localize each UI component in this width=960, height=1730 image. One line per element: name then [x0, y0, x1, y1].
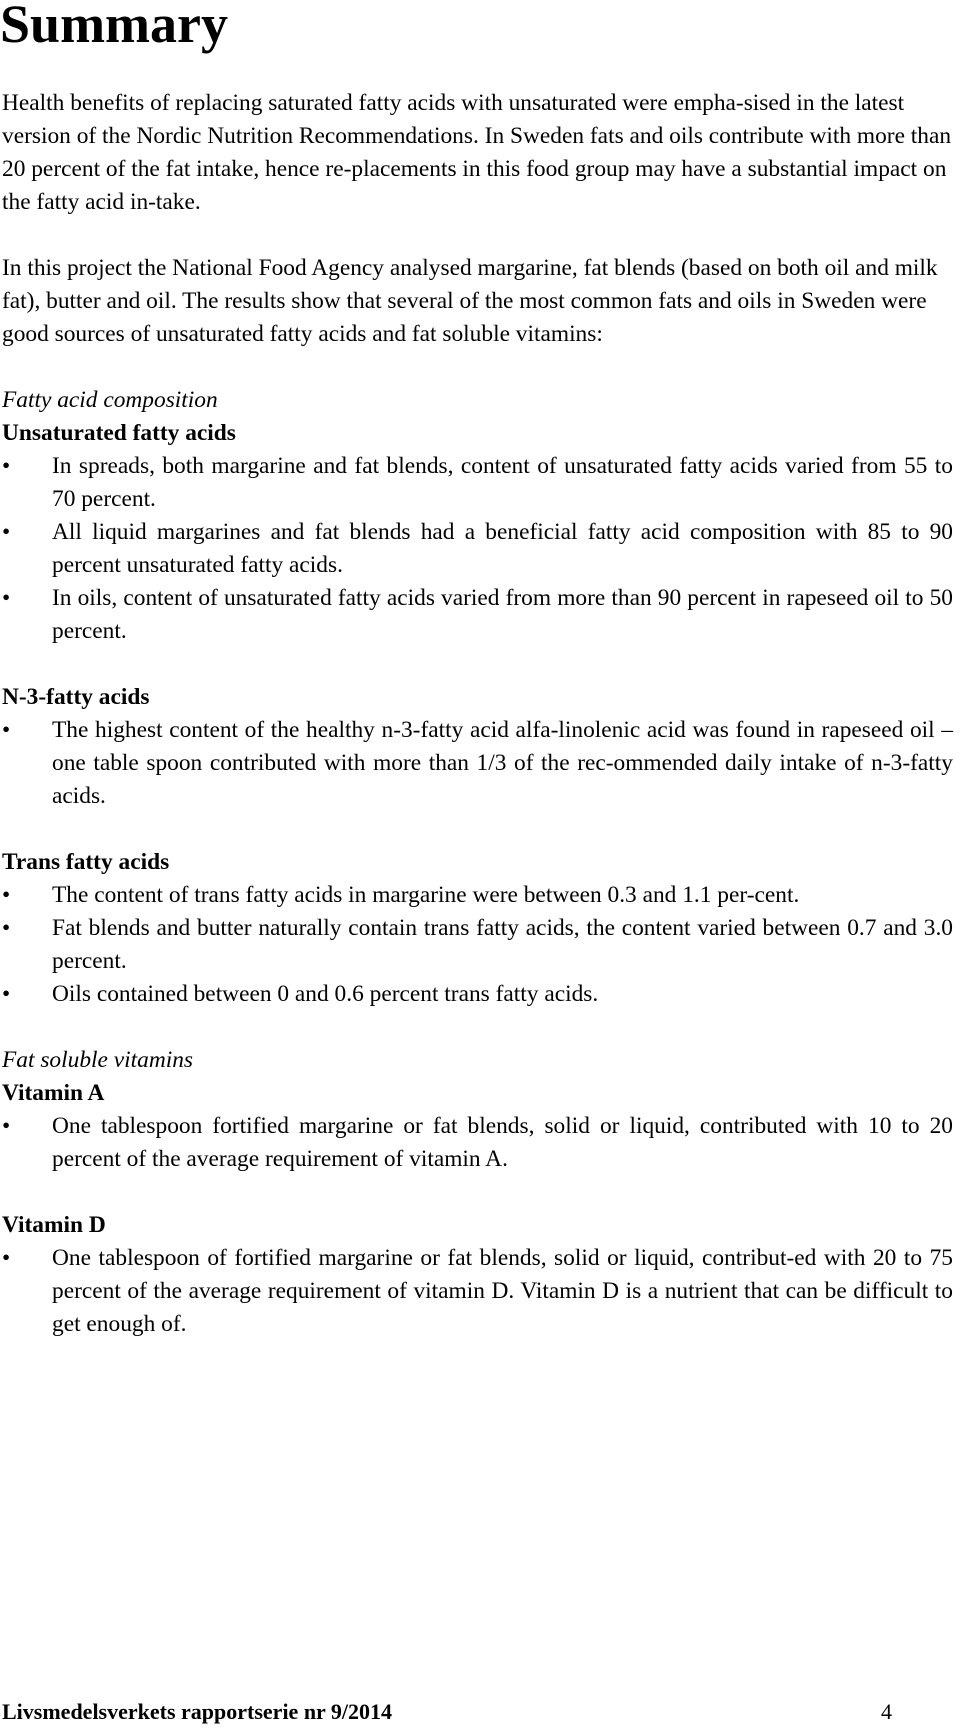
bullet-marker: • — [2, 882, 11, 908]
bullet-marker: • — [2, 585, 11, 611]
intro-paragraph-1: Health benefits of replacing saturated fatty acids with unsaturated were empha-sised in the latest version of the Nordic Nutrition Recommendations. In Sweden fats and oils contribute with more than 20 percent of the fat intake, hence re-placements in this food group may have a substantial impact on the fatty acid in-take. — [2, 90, 952, 215]
summary-body — [2, 87, 957, 1341]
list-item — [2, 879, 957, 912]
trans-bullet-list — [2, 879, 957, 1011]
list-item-text: The content of trans fatty acids in margarine were between 0.3 and 1.1 per-cent. — [52, 882, 800, 908]
bullet-marker: • — [2, 519, 11, 545]
page-number: 4 — [881, 1699, 892, 1724]
list-item — [2, 516, 957, 582]
bullet-marker: • — [2, 717, 11, 743]
bullet-marker: • — [2, 981, 11, 1007]
subheading-vitamin-d: Vitamin D — [2, 1212, 106, 1238]
section-heading-fat-soluble-vitamins: Fat soluble vitamins — [2, 1047, 194, 1073]
report-series-label: Livsmedelsverkets rapportserie nr 9/2014 — [2, 1699, 393, 1724]
bullet-marker: • — [2, 1113, 11, 1139]
list-item — [2, 978, 957, 1011]
list-item — [2, 582, 957, 648]
list-item — [2, 450, 957, 516]
list-item-text: One tablespoon fortified margarine or fat blends, solid or liquid, contributed with 10 to 20 percent of the average requirement of vitamin A. — [52, 1113, 953, 1172]
page-title: Summary — [0, 0, 228, 54]
bullet-marker: • — [2, 1245, 11, 1271]
unsaturated-bullet-list — [2, 450, 957, 648]
subheading-trans-fatty-acids: Trans fatty acids — [2, 849, 170, 875]
list-item — [2, 1242, 957, 1341]
bullet-marker: • — [2, 453, 11, 479]
list-item-text: All liquid margarines and fat blends had a beneficial fatty acid composition with 85 to 90 percent unsaturated fatty acids. — [52, 519, 953, 578]
vitamin-a-bullet-list — [2, 1110, 957, 1176]
subheading-vitamin-a: Vitamin A — [2, 1080, 105, 1106]
list-item-text: One tablespoon of fortified margarine or fat blends, solid or liquid, contribut-ed with 20 to 75 percent of the average requirement of vitamin D. Vitamin D is a nutrient that can be difficult to get enough of. — [52, 1245, 953, 1337]
vitamin-d-bullet-list — [2, 1242, 957, 1341]
section-heading-fatty-acid-composition: Fatty acid composition — [2, 387, 218, 413]
list-item — [2, 714, 957, 813]
list-item-text: The highest content of the healthy n-3-fatty acid alfa-linolenic acid was found in rapeseed oil – one table spoon contributed with more than 1/3 of the rec-ommended daily intake of n-3-fatty acids. — [52, 717, 953, 809]
list-item — [2, 912, 957, 978]
list-item-text: In oils, content of unsaturated fatty acids varied from more than 90 percent in rapeseed oil to 50 percent. — [52, 585, 953, 644]
list-item-text: Oils contained between 0 and 0.6 percent trans fatty acids. — [52, 981, 599, 1007]
subheading-n3-fatty-acids: N-3-fatty acids — [2, 684, 150, 710]
subheading-unsaturated-fatty-acids: Unsaturated fatty acids — [2, 420, 236, 446]
intro-paragraph-2: In this project the National Food Agency analysed margarine, fat blends (based on both oil and milk fat), butter and oil. The results show that several of the most common fats and oils in Sweden were good sources of unsaturated fatty acids and fat soluble vitamins: — [2, 255, 938, 347]
list-item-text: In spreads, both margarine and fat blends, content of unsaturated fatty acids varied from 55 to 70 percent. — [52, 453, 953, 512]
list-item — [2, 1110, 957, 1176]
n3-bullet-list — [2, 714, 957, 813]
bullet-marker: • — [2, 915, 11, 941]
list-item-text: Fat blends and butter naturally contain trans fatty acids, the content varied between 0.7 and 3.0 percent. — [52, 915, 953, 974]
